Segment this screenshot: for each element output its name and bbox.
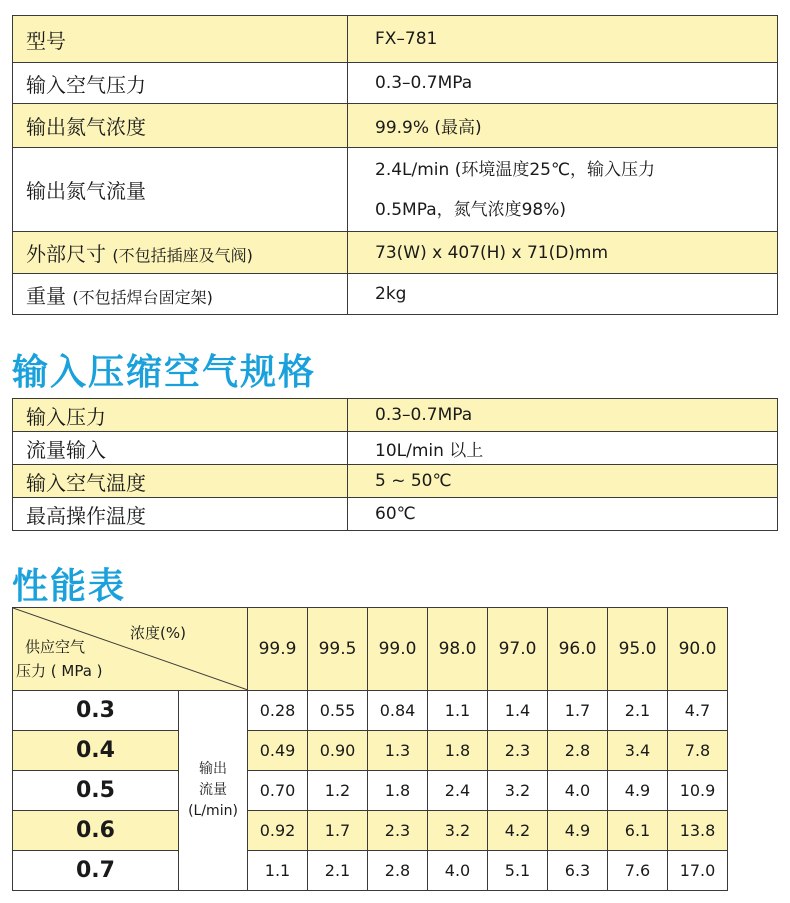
performance-row (13, 851, 728, 891)
spec-value (348, 148, 778, 232)
air-value: 60℃ (348, 498, 778, 531)
spec-value-line: 2.4L/min (环境温度25℃，输入压力 (375, 159, 656, 180)
flow-value-cell: 2.1 (308, 851, 368, 891)
spec-label (13, 16, 348, 63)
concentration-header: 90.0 (668, 608, 728, 691)
spec-label-text: 输出氮气浓度 (26, 115, 146, 139)
flow-value-cell: 4.9 (548, 811, 608, 851)
spec-value: 0.3–0.7MPa (348, 63, 778, 104)
flow-value-cell: 1.7 (548, 691, 608, 731)
concentration-header: 99.0 (368, 608, 428, 691)
pressure-cell: 0.6 (13, 811, 179, 851)
performance-row (13, 731, 728, 771)
spec-label-text: 重量 (26, 283, 66, 308)
flow-value-cell: 4.0 (428, 851, 488, 891)
air-value: 10L/min 以上 (348, 432, 778, 465)
spec-label (13, 63, 348, 104)
air-row (13, 399, 778, 432)
performance-row (13, 771, 728, 811)
spec-value-line: 0.5MPa，氮气浓度98%) (375, 199, 567, 220)
performance-row (13, 691, 728, 731)
performance-header-row (13, 608, 728, 691)
flow-value-cell: 3.2 (488, 771, 548, 811)
concentration-header: 95.0 (608, 608, 668, 691)
spec-label-text: 型号 (26, 28, 66, 53)
flow-value-cell: 1.7 (308, 811, 368, 851)
flow-label-cell (179, 691, 248, 891)
flow-value-cell: 3.4 (608, 731, 668, 771)
spec-label-note: (不包括焊台固定架) (72, 287, 213, 307)
spec-label (13, 148, 348, 232)
flow-value-cell: 2.3 (368, 811, 428, 851)
pressure-cell: 0.5 (13, 771, 179, 811)
spec-value: FX–781 (348, 16, 778, 63)
flow-value-cell: 4.2 (488, 811, 548, 851)
flow-value-cell: 5.1 (488, 851, 548, 891)
flow-value-cell: 2.3 (488, 731, 548, 771)
spec-label-note: (不包括插座及气阀) (112, 246, 253, 265)
flow-value-cell: 0.55 (308, 691, 368, 731)
spec-row-dimensions (13, 232, 778, 274)
flow-value-cell: 2.1 (608, 691, 668, 731)
flow-label-line2: 流量 (199, 782, 227, 798)
flow-value-cell: 4.9 (608, 771, 668, 811)
flow-value-cell: 7.6 (608, 851, 668, 891)
spec-value: 99.9% (最高) (348, 104, 778, 148)
pressure-cell: 0.4 (13, 731, 179, 771)
flow-value-cell: 17.0 (668, 851, 728, 891)
spec-label (13, 274, 348, 315)
flow-value-cell: 3.2 (428, 811, 488, 851)
concentration-header: 96.0 (548, 608, 608, 691)
compressed-air-table (12, 398, 778, 531)
concentration-header: 99.9 (248, 608, 308, 691)
spec-label-text: 输出氮气流量 (26, 179, 146, 203)
spec-row-model (13, 16, 778, 63)
concentration-axis-label: 浓度(%) (130, 624, 186, 642)
flow-value-cell: 1.3 (368, 731, 428, 771)
flow-value-cell: 4.0 (548, 771, 608, 811)
flow-value-cell: 2.4 (428, 771, 488, 811)
flow-label-line3: (L/min) (188, 803, 238, 819)
spec-label-text: 输入空气压力 (26, 72, 146, 97)
flow-value-cell: 0.92 (248, 811, 308, 851)
spec-row-nitrogen-purity (13, 104, 778, 148)
flow-value-cell: 2.8 (548, 731, 608, 771)
flow-value-cell: 2.8 (368, 851, 428, 891)
pressure-cell: 0.7 (13, 851, 179, 891)
performance-table (12, 607, 728, 891)
pressure-axis-label-line1: 供应空气 (25, 638, 86, 656)
flow-value-cell: 6.1 (608, 811, 668, 851)
spec-value: 2kg (348, 274, 778, 315)
flow-value-cell: 1.2 (308, 771, 368, 811)
flow-value-cell: 1.8 (368, 771, 428, 811)
spec-row-weight (13, 274, 778, 315)
spec-value: 73(W) x 407(H) x 71(D)mm (348, 232, 778, 274)
flow-value-cell: 7.8 (668, 731, 728, 771)
air-label: 最高操作温度 (13, 498, 348, 531)
air-row (13, 498, 778, 531)
air-value: 5 ~ 50℃ (348, 465, 778, 498)
spec-label-text: 外部尺寸 (26, 242, 106, 266)
spec-row-nitrogen-flow (13, 148, 778, 232)
flow-value-cell: 0.90 (308, 731, 368, 771)
concentration-header: 99.5 (308, 608, 368, 691)
air-value: 0.3–0.7MPa (348, 399, 778, 432)
performance-row (13, 811, 728, 851)
flow-value-cell: 0.28 (248, 691, 308, 731)
air-row (13, 432, 778, 465)
concentration-header: 98.0 (428, 608, 488, 691)
air-label: 输入空气温度 (13, 465, 348, 498)
flow-value-cell: 10.9 (668, 771, 728, 811)
performance-title: 性能表 (12, 566, 127, 607)
flow-value-cell: 0.70 (248, 771, 308, 811)
spec-label (13, 104, 348, 148)
flow-value-cell: 1.1 (428, 691, 488, 731)
performance-corner-cell (13, 608, 248, 691)
flow-value-cell: 0.84 (368, 691, 428, 731)
flow-value-cell: 1.4 (488, 691, 548, 731)
flow-value-cell: 1.1 (248, 851, 308, 891)
air-label: 流量输入 (13, 432, 348, 465)
flow-value-cell: 4.7 (668, 691, 728, 731)
flow-value-cell: 13.8 (668, 811, 728, 851)
spec-table (12, 15, 778, 315)
spec-row-input-pressure (13, 63, 778, 104)
flow-value-cell: 0.49 (248, 731, 308, 771)
concentration-header: 97.0 (488, 608, 548, 691)
spec-label (13, 232, 348, 274)
pressure-axis-label-line2: 压力 ( MPa ) (16, 662, 103, 680)
pressure-cell: 0.3 (13, 691, 179, 731)
flow-value-cell: 6.3 (548, 851, 608, 891)
compressed-air-title: 输入压缩空气规格 (12, 352, 317, 393)
air-label: 输入压力 (13, 399, 348, 432)
air-row (13, 465, 778, 498)
flow-value-cell: 1.8 (428, 731, 488, 771)
flow-label-line1: 输出 (199, 761, 227, 777)
